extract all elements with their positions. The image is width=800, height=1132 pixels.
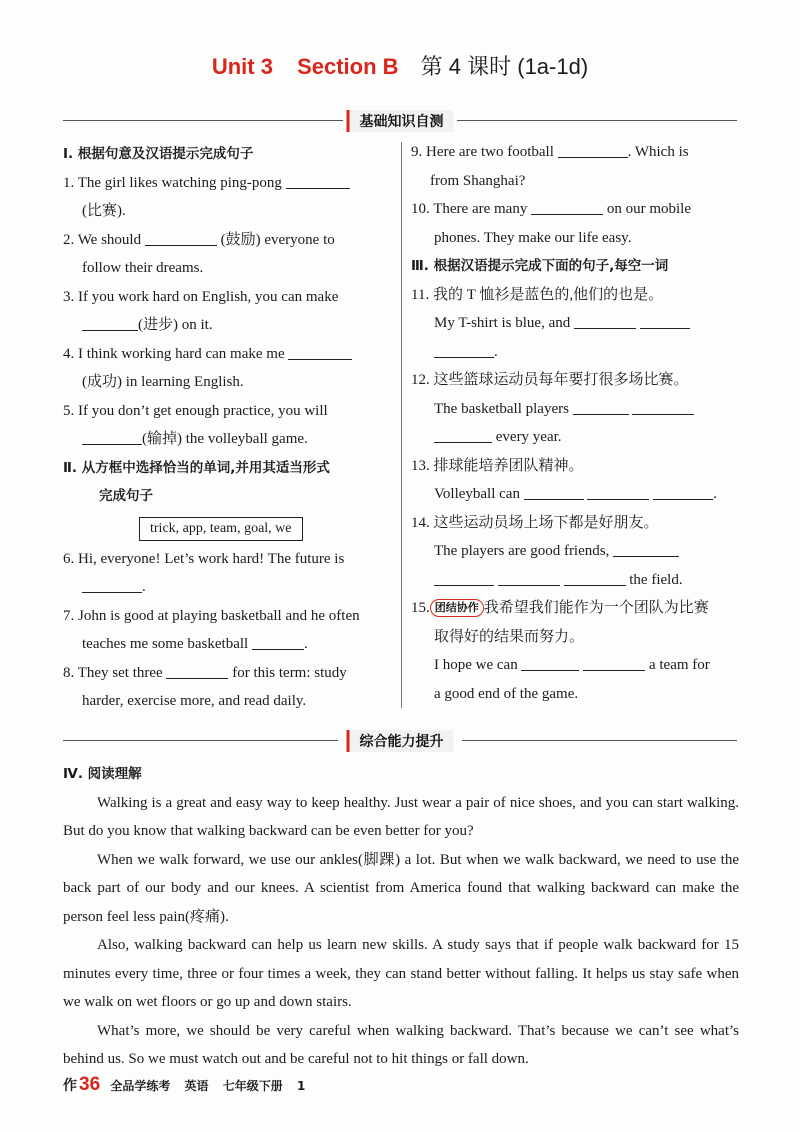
- section-label: Section B: [297, 54, 399, 79]
- q11-blank-3[interactable]: [434, 341, 494, 358]
- q1-blank[interactable]: [286, 172, 350, 189]
- column-divider: [401, 142, 402, 708]
- q11-cont2: .: [411, 338, 739, 367]
- q2: 2. We should (鼓励) everyone to: [63, 226, 397, 255]
- part1-heading: Ⅰ. 根据句意及汉语提示完成句子: [63, 146, 254, 162]
- teamwork-badge: 团结协作: [430, 599, 484, 617]
- q3-cont: (进步) on it.: [63, 311, 397, 340]
- reading-paragraph-4: What’s more, we should be very careful when walking backward. That’s because we can’t see what’s behind us. So we must watch out and be careful not to hit things or fall down.: [63, 1022, 739, 1067]
- q1: 1. The girl likes watching ping-pong: [63, 169, 397, 198]
- q12: 12. 这些篮球运动员每年要打很多场比赛。: [411, 372, 689, 388]
- q15: 15. 团结协作 我希望我们能作为一个团队为比赛: [411, 600, 709, 616]
- q4: 4. I think working hard can make me: [63, 340, 397, 369]
- q11-cont: My T-shirt is blue, and: [411, 309, 739, 338]
- q10-blank[interactable]: [531, 198, 603, 215]
- q12-cont: The basketball players: [411, 395, 739, 424]
- q4-cont: (成功) in learning English.: [82, 374, 244, 390]
- q12-blank-1[interactable]: [573, 398, 629, 415]
- footer-volume: 1: [296, 1079, 306, 1093]
- q10: 10. There are many on our mobile: [411, 195, 739, 224]
- q7: 7. John is good at playing basketball and he often: [63, 607, 360, 624]
- unit-label: Unit 3: [211, 54, 273, 79]
- q15-cont: 取得好的结果而努力。: [434, 628, 585, 645]
- q14-blank-2[interactable]: [434, 569, 494, 586]
- q7-blank[interactable]: [252, 633, 304, 650]
- q9-blank[interactable]: [558, 141, 628, 158]
- q12-blank-2[interactable]: [632, 398, 694, 415]
- q15-cont2: I hope we can a team for: [411, 651, 739, 680]
- q5-blank[interactable]: [82, 428, 142, 445]
- q9-cont: from Shanghai?: [430, 172, 526, 189]
- reading-paragraph-2: When we walk forward, we use our ankles(脚踝) a lot. But when we walk backward, we need to use the back part of our body and our knees. A scientist from America found that walking backward can make the person feel less pain(疼痛).: [63, 851, 739, 925]
- page-title: [0, 50, 800, 81]
- q14-blank-3[interactable]: [498, 569, 560, 586]
- section-header-basic: [63, 110, 737, 130]
- q8-blank[interactable]: [166, 662, 228, 679]
- q15-blank-1[interactable]: [521, 654, 579, 671]
- q5: 5. If you don’t get enough practice, you will: [63, 402, 328, 419]
- q4-blank[interactable]: [288, 343, 352, 360]
- right-column: [411, 138, 739, 708]
- q9: 9. Here are two football . Which is: [411, 138, 739, 167]
- q2-cont: follow their dreams.: [82, 260, 204, 276]
- q5-cont: (输掉) the volleyball game.: [63, 425, 397, 454]
- footer-grade: 七年级下册: [222, 1079, 283, 1093]
- q8-cont: harder, exercise more, and read daily.: [82, 693, 307, 709]
- q14-blank-1[interactable]: [613, 540, 679, 557]
- q13-cont: Volleyball can .: [411, 480, 739, 509]
- q13-blank-2[interactable]: [587, 483, 649, 500]
- q13-blank-1[interactable]: [524, 483, 584, 500]
- q8: 8. They set three for this term: study: [63, 659, 397, 688]
- reading-passage: [63, 760, 739, 1074]
- q10-cont: phones. They make our life easy.: [434, 229, 632, 246]
- q11: 11. 我的 T 恤衫是蓝色的,他们的也是。: [411, 286, 664, 303]
- q13: 13. 排球能培养团队精神。: [411, 457, 584, 474]
- q11-blank-1[interactable]: [574, 312, 636, 329]
- left-column: [63, 140, 397, 716]
- footer-subject: 英语: [184, 1079, 209, 1093]
- word-box: trick, app, team, goal, we: [139, 517, 303, 541]
- q1-hint: (比赛).: [82, 203, 126, 219]
- reading-heading: Ⅳ. 阅读理解: [63, 766, 142, 782]
- reading-paragraph-3: Also, walking backward can help us learn new skills. A study says that if people walk backward for 15 minutes every time, three or four times a week, they can stand better without falling. It helps us stay safe when we walk on wet floors or go up and down stairs.: [63, 937, 739, 1010]
- q14: 14. 这些运动员场上场下都是好朋友。: [411, 514, 659, 531]
- section-basic-label: 基础知识自测: [347, 110, 454, 132]
- section-advanced-label: 综合能力提升: [347, 730, 454, 752]
- page-number: 36: [79, 1074, 101, 1095]
- q14-cont2: the field.: [411, 566, 739, 595]
- q6-cont: .: [63, 573, 397, 602]
- q6-blank[interactable]: [82, 576, 142, 593]
- q13-blank-3[interactable]: [653, 483, 713, 500]
- footer-book: 全品学练考: [110, 1079, 171, 1093]
- q6: 6. Hi, everyone! Let’s work hard! The future is: [63, 550, 345, 567]
- q15-blank-2[interactable]: [583, 654, 645, 671]
- q14-cont: The players are good friends,: [411, 537, 739, 566]
- part2-heading-a: Ⅱ. 从方框中选择恰当的单词,并用其适当形式: [63, 459, 330, 476]
- q7-cont: teaches me some basketball .: [63, 630, 397, 659]
- q11-blank-2[interactable]: [640, 312, 690, 329]
- q15-cont3: a good end of the game.: [434, 685, 579, 702]
- section-header-advanced: [63, 730, 737, 750]
- footer-prefix: 作: [63, 1078, 77, 1094]
- q12-cont2: every year.: [411, 423, 739, 452]
- part2-heading-b: 完成句子: [99, 488, 153, 504]
- part3-heading: Ⅲ. 根据汉语提示完成下面的句子,每空一词: [411, 258, 669, 274]
- q14-blank-4[interactable]: [564, 569, 626, 586]
- q12-blank-3[interactable]: [434, 426, 492, 443]
- reading-paragraph-1: Walking is a great and easy way to keep healthy. Just wear a pair of nice shoes, and you can start walking. But do you know that walking backward can be even better for you?: [63, 794, 739, 839]
- q3: 3. If you work hard on English, you can make: [63, 288, 339, 305]
- lesson-label: 第 4 课时 (1a-1d): [420, 54, 589, 79]
- word-box-row: [63, 511, 397, 545]
- q3-blank[interactable]: [82, 314, 138, 331]
- page-footer: [63, 1074, 305, 1096]
- q2-blank[interactable]: [145, 229, 217, 246]
